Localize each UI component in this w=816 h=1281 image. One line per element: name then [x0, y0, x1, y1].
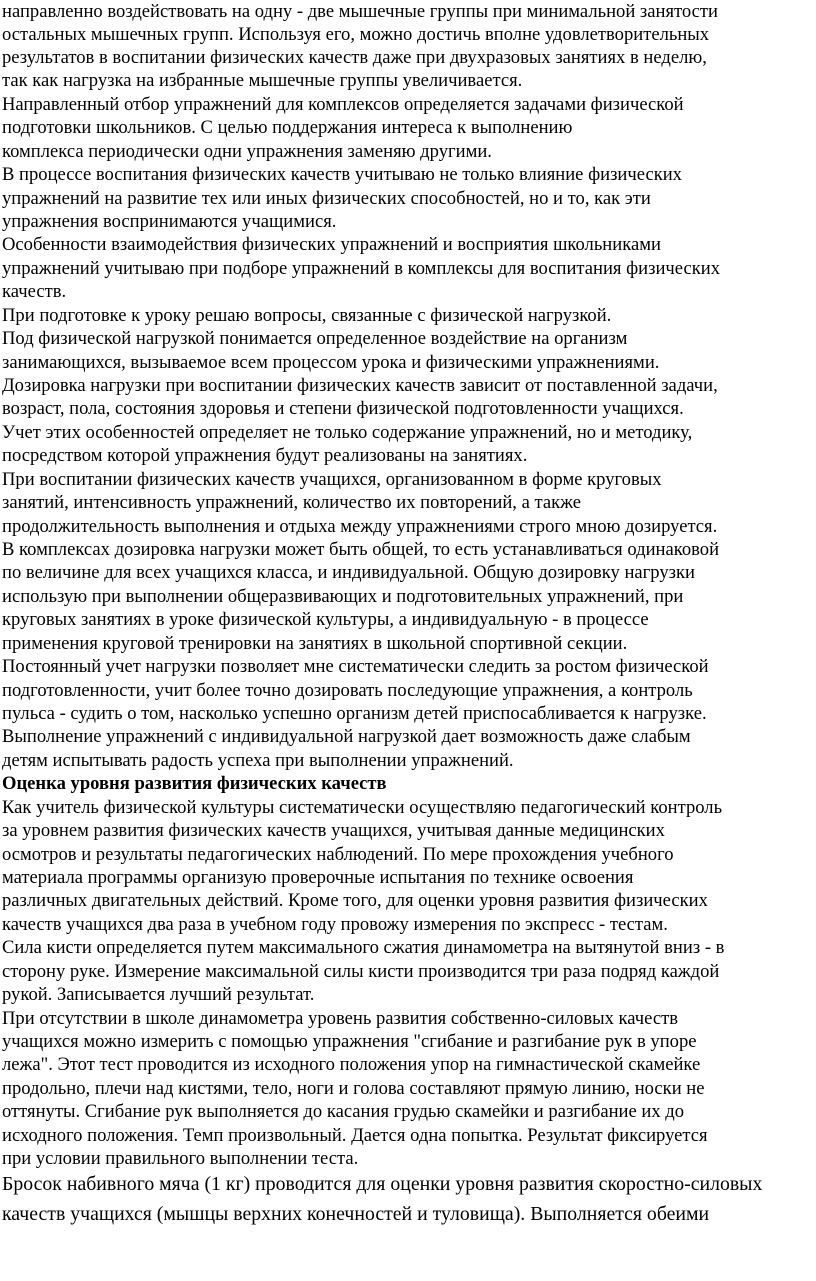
- text-line: направленно воздействовать на одну - две мышечные группы при минимальной занятости: [2, 1, 718, 22]
- text-line: упражнений на развитие тех или иных физических способностей, но и то, как эти: [2, 188, 651, 209]
- text-line: подготовки школьников. С целью поддержания интереса к выполнению: [2, 117, 573, 138]
- text-line: круговых занятиях в уроке физической культуры, а индивидуальную - в процессе: [2, 609, 649, 630]
- text-line: упражнений учитываю при подборе упражнений в комплексы для воспитания физических: [2, 258, 720, 279]
- text-line: комплекса периодически одни упражнения заменяю другими.: [2, 141, 492, 162]
- text-line: осмотров и результаты педагогических наблюдений. По мере прохождения учебного: [2, 844, 674, 865]
- text-line: При воспитании физических качеств учащихся, организованном в форме круговых: [2, 469, 662, 490]
- text-line: оттянуты. Сгибание рук выполняется до касания грудью скамейки и разгибание их до: [2, 1101, 685, 1122]
- text-line: возраст, пола, состояния здоровья и степени физической подготовленности учащихся.: [2, 398, 684, 419]
- text-line: Направленный отбор упражнений для комплексов определяется задачами физической: [2, 94, 684, 115]
- text-line: упражнения воспринимаются учащимися.: [2, 211, 337, 232]
- text-line: Учет этих особенностей определяет не только содержание упражнений, но и методику,: [2, 422, 693, 443]
- text-line: применения круговой тренировки на занятиях в школьной спортивной секции.: [2, 633, 628, 654]
- text-line: Как учитель физической культуры систематически осуществляю педагогический контроль: [2, 797, 723, 818]
- text-line: качеств.: [2, 281, 67, 302]
- text-line: так как нагрузка на избранные мышечные группы увеличивается.: [2, 70, 523, 91]
- text-line: В комплексах дозировка нагрузки может быть общей, то есть устанавливаться одинаковой: [2, 539, 720, 560]
- text-line: качеств учащихся (мышцы верхних конечностей и туловища). Выполняется обеими: [2, 1203, 710, 1225]
- text-line: Сила кисти определяется путем максимального сжатия динамометра на вытянутой вниз - в: [2, 937, 725, 958]
- text-line: В процессе воспитания физических качеств учитываю не только влияние физических: [2, 164, 682, 185]
- text-line: занимающихся, вызываемое всем процессом урока и физическими упражнениями.: [2, 352, 660, 373]
- text-line: использую при выполнении общеразвивающих и подготовительных упражнений, при: [2, 586, 684, 607]
- text-line: Бросок набивного мяча (1 кг) проводится для оценки уровня развития скоростно-силовых: [2, 1173, 763, 1195]
- text-line: Дозировка нагрузки при воспитании физических качеств зависит от поставленной задачи,: [2, 375, 718, 396]
- text-line: учащихся можно измерить с помощью упражнения "сгибание и разгибание рук в упоре: [2, 1031, 697, 1052]
- text-line: занятий, интенсивность упражнений, количество их повторений, а также: [2, 492, 581, 513]
- section-heading: Оценка уровня развития физических качеств: [2, 773, 387, 794]
- text-line: продолжительность выполнения и отдыха между упражнениями строго мною дозируется.: [2, 516, 718, 537]
- text-line: материала программы организую проверочные испытания по технике освоения: [2, 867, 634, 888]
- text-line: за уровнем развития физических качеств учащихся, учитывая данные медицинских: [2, 820, 665, 841]
- text-line: при условии правильного выполнении теста.: [2, 1148, 359, 1169]
- text-line: Постоянный учет нагрузки позволяет мне систематически следить за ростом физической: [2, 656, 709, 677]
- text-line: различных двигательных действий. Кроме того, для оценки уровня развития физических: [2, 890, 708, 911]
- text-line: результатов в воспитании физических качеств даже при двухразовых занятиях в неделю,: [2, 47, 707, 68]
- text-line: лежа". Этот тест проводится из исходного положения упор на гимнастической скамейке: [2, 1054, 701, 1075]
- text-line: рукой. Записывается лучший результат.: [2, 984, 315, 1005]
- text-line: Под физической нагрузкой понимается определенное воздействие на организм: [2, 328, 628, 349]
- text-line: подготовленности, учит более точно дозировать последующие упражнения, а контроль: [2, 680, 693, 701]
- text-line: посредством которой упражнения будут реализованы на занятиях.: [2, 445, 528, 466]
- text-line: исходного положения. Темп произвольный. Дается одна попытка. Результат фиксируется: [2, 1125, 708, 1146]
- text-line: сторону руке. Измерение максимальной силы кисти производится три раза подряд каждой: [2, 961, 720, 982]
- text-line: При отсутствии в школе динамометра уровень развития собственно-силовых качеств: [2, 1008, 679, 1029]
- text-line: остальных мышечных групп. Используя его, можно достичь вполне удовлетворительных: [2, 24, 710, 45]
- text-line: по величине для всех учащихся класса, и индивидуальной. Общую дозировку нагрузки: [2, 562, 695, 583]
- text-line: детям испытывать радость успеха при выполнении упражнений.: [2, 750, 514, 771]
- text-line: качеств учащихся два раза в учебном году провожу измерения по экспресс - тестам.: [2, 914, 668, 935]
- text-line: Особенности взаимодействия физических упражнений и восприятия школьниками: [2, 234, 661, 255]
- text-line: пульса - судить о том, насколько успешно организм детей приспосабливается к нагрузке.: [2, 703, 707, 724]
- text-line: Выполнение упражнений с индивидуальной нагрузкой дает возможность даже слабым: [2, 726, 691, 747]
- text-line: продольно, плечи над кистями, тело, ноги и голова составляют прямую линию, носки не: [2, 1078, 705, 1099]
- text-line: При подготовке к уроку решаю вопросы, связанные с физической нагрузкой.: [2, 305, 612, 326]
